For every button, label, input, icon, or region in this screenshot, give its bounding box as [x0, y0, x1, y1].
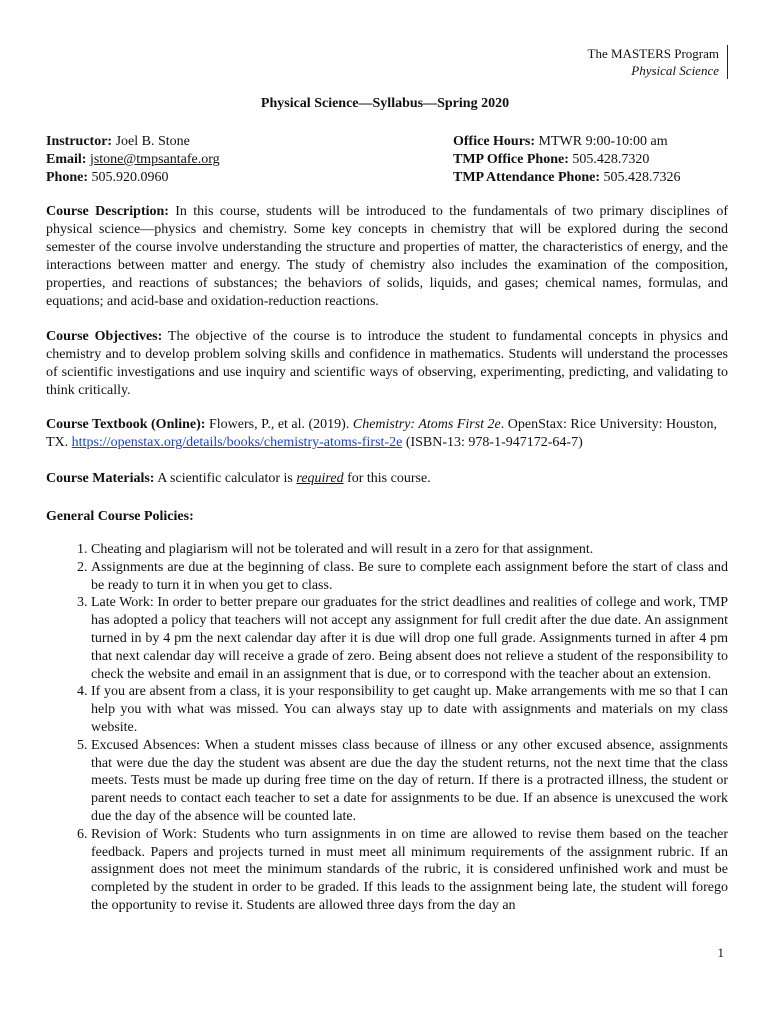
course-textbook: [46, 416, 728, 452]
office-hours-value: MTWR 9:00-10:00 am: [538, 134, 668, 149]
attendance-phone-value: 505.428.7326: [603, 170, 681, 185]
course-materials: [46, 470, 728, 488]
policy-item: 6. Revision of Work: Students who turn assignments in on time are allowed to revise them based on the teacher feedback. Papers and projects turned in must meet all minimum requirements of the assignment rubric. If an assignment does not meet the minimum standards of the rubric, it is considered unfinished work and must be completed by the student in order to be graded. If this leads to the assignment being late, the student will forego the opportunity to revise it. Students are allowed three days from the day an: [91, 826, 728, 915]
policies-list: [46, 541, 728, 915]
contact-right-column: [453, 133, 681, 187]
email-label: Email:: [46, 152, 87, 167]
policy-item: 5. Excused Absences: When a student misses class because of illness or any other excused absence, assignments that were due the day the student was absent are due the day the student returns, not the next time that the class meets. Tests must be made up during free time on the day of return. If there is a protracted illness, the student or parent needs to contact each teacher to set a date for assignments to be due. If an absence is unexcused the work due the day of the absence will be counted late.: [91, 737, 728, 826]
objectives-label: Course Objectives:: [46, 329, 163, 344]
header-program: The MASTERS Program: [587, 46, 719, 61]
office-hours-label: Office Hours:: [453, 134, 536, 149]
description-label: Course Description:: [46, 204, 169, 219]
textbook-label: Course Textbook (Online):: [46, 417, 206, 432]
textbook-link[interactable]: https://openstax.org/details/books/chemistry-atoms-first-2e: [71, 435, 403, 450]
materials-label: Course Materials:: [46, 471, 155, 486]
office-phone-line: [453, 151, 681, 169]
email-line: [46, 151, 220, 169]
header-subject: Physical Science: [631, 63, 719, 78]
policy-item: 3. Late Work: In order to better prepare our graduates for the strict deadlines and realities of college and work, TMP has adopted a policy that teachers will not accept any assignment for full credit after the due date. An assignment turned in by 4 pm the next calendar day after it is due will drop one full grade. Assignments turned in after 4 pm that next calendar day will receive a grade of zero. Being absent does not relieve a student of the responsibility to check the website and email in an assignment that is due, or to correspond with the teacher about an extension.: [91, 594, 728, 683]
instructor-name: Joel B. Stone: [115, 134, 190, 149]
instructor-line: [46, 133, 220, 151]
materials-text-pre: A scientific calculator is: [157, 471, 293, 486]
policy-item: 1. Cheating and plagiarism will not be tolerated and will result in a zero for that assignment.: [91, 541, 728, 559]
running-header: [588, 45, 728, 79]
course-objectives: [46, 328, 728, 400]
policies-heading-text: General Course Policies:: [46, 509, 194, 524]
contact-left-column: [46, 133, 220, 187]
policies-heading: [46, 508, 728, 526]
attendance-phone-line: [453, 169, 681, 187]
phone-value: 505.920.0960: [91, 170, 169, 185]
description-text: In this course, students will be introduced to the fundamentals of two primary disciplines of physical science—physics and chemistry. Some key concepts in chemistry that will be explored during the second semester of the course involve understanding the structure and properties of matter, the characteristics of energy, and the interactions between matter and energy. The study of chemistry also includes the examination of the composition, properties, and reactions of substances; the behaviors of solids, liquids, and gases; chemical names, formulas, and equations; and acid-base and oxidation-reduction reactions.: [46, 204, 728, 309]
textbook-citation-pre: Flowers, P., et al. (2019).: [208, 417, 350, 432]
email-link[interactable]: jstone@tmpsantafe.org: [89, 152, 220, 167]
page-number: 1: [717, 945, 724, 960]
page-title: Physical Science—Syllabus—Spring 2020: [260, 96, 510, 111]
materials-text-post: for this course.: [347, 471, 431, 486]
textbook-citation-post: . OpenStax: Rice University: Houston, TX.: [46, 417, 717, 450]
attendance-phone-label: TMP Attendance Phone:: [453, 170, 600, 185]
office-hours-line: [453, 133, 681, 151]
phone-label: Phone:: [46, 170, 88, 185]
objectives-text: The objective of the course is to introduce the student to fundamental concepts in physics and chemistry and to develop problem solving skills and confidence in mathematics. Students will understand the processes of scientific investigations and use inquiry and scientific ways of observing, experimenting, predicting, and validating to think critically.: [46, 329, 728, 398]
instructor-label: Instructor:: [46, 134, 113, 149]
materials-emphasis: required: [296, 471, 344, 486]
policy-item: 4. If you are absent from a class, it is your responsibility to get caught up. Make arrangements with me so that I can help you with what was missed. You can always stay up to date with assignments and materials on my class website.: [91, 683, 728, 736]
office-phone-value: 505.428.7320: [572, 152, 650, 167]
course-description: [46, 203, 728, 311]
policy-item: 2. Assignments are due at the beginning of class. Be sure to complete each assignment before the start of class and be ready to turn it in when you get to class.: [91, 559, 728, 595]
office-phone-label: TMP Office Phone:: [453, 152, 569, 167]
textbook-title: Chemistry: Atoms First 2e: [352, 417, 501, 432]
phone-line: [46, 169, 220, 187]
textbook-isbn: (ISBN-13: 978-1-947172-64-7): [405, 435, 583, 450]
